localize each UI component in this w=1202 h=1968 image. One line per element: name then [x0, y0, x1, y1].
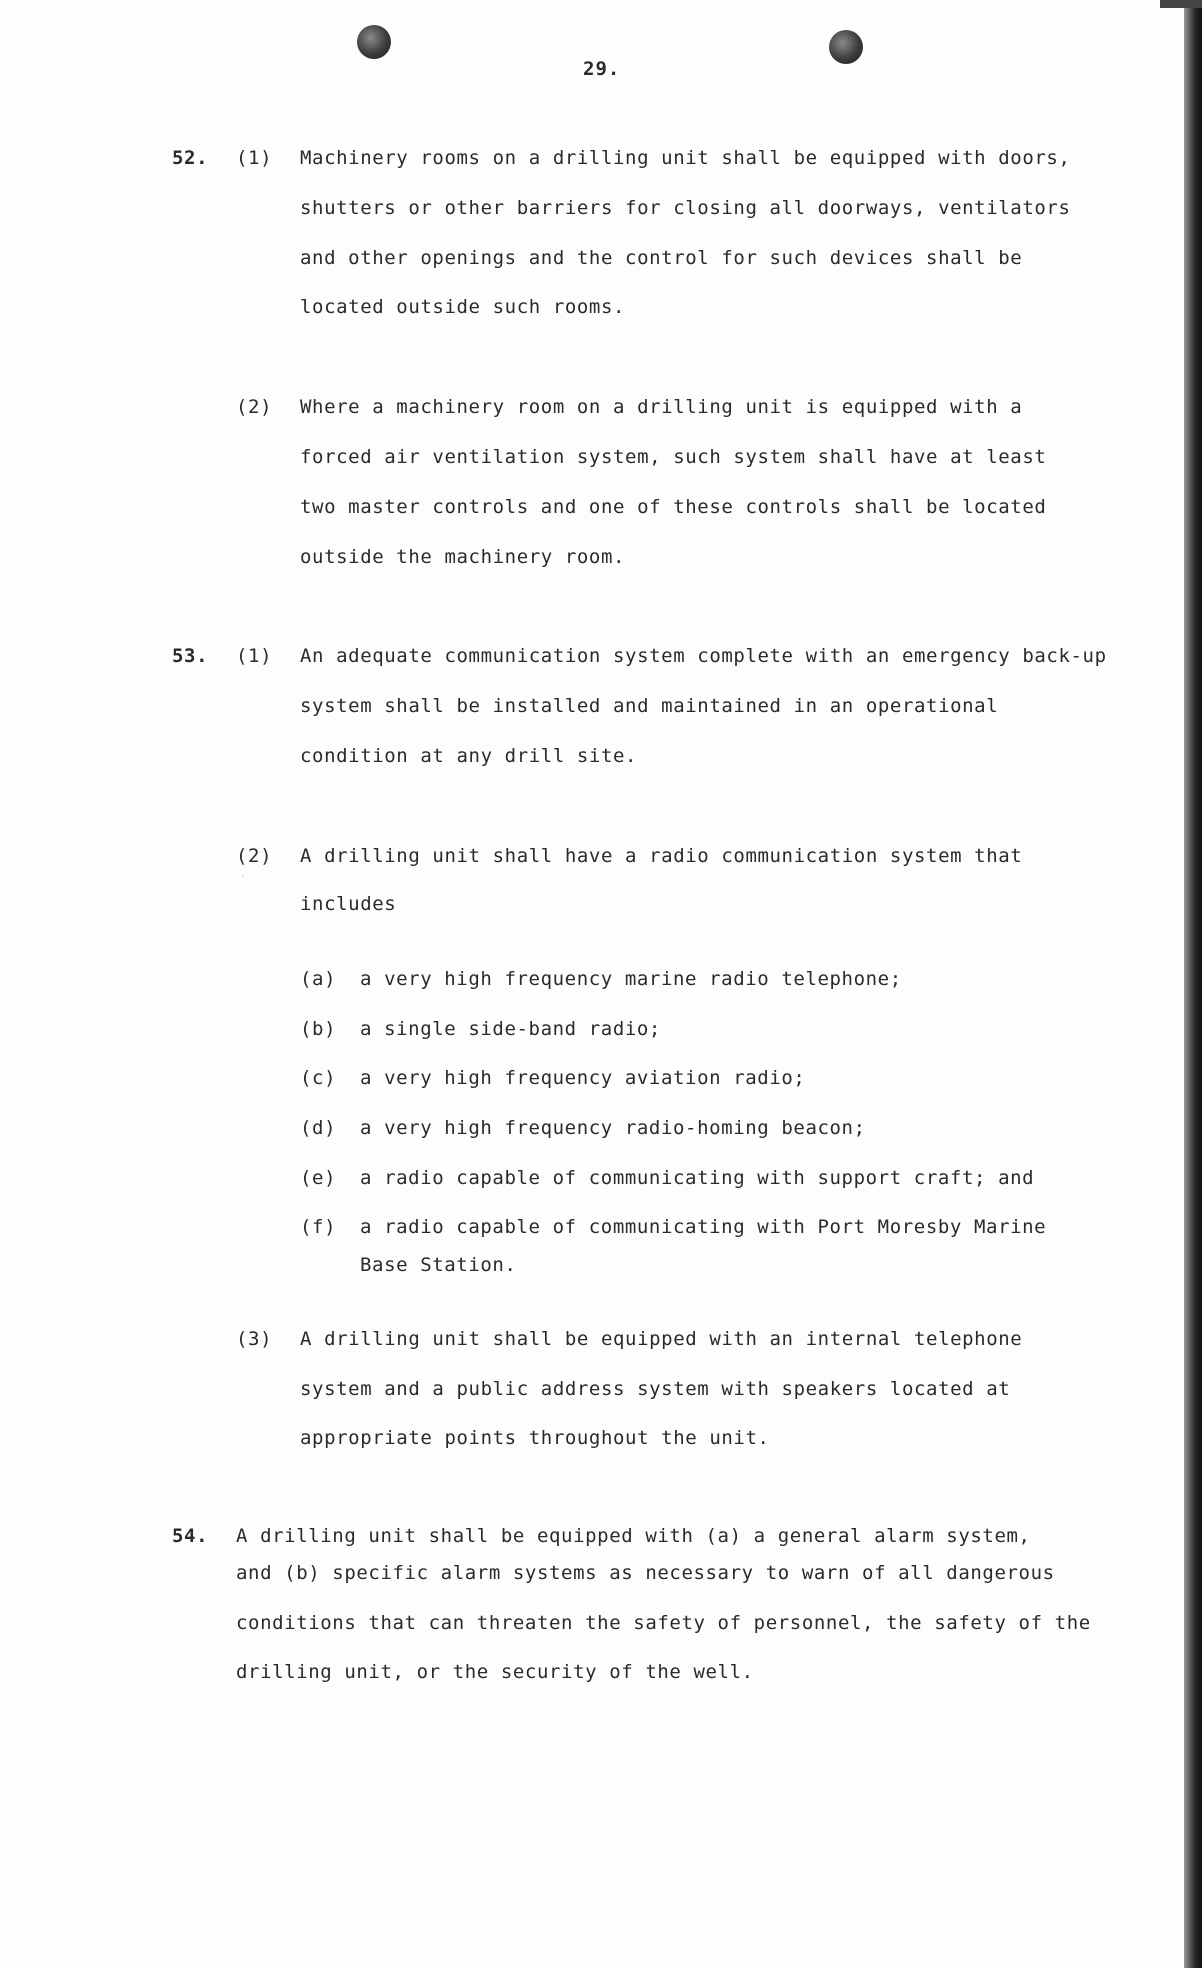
- section-52-1-line-2: shutters or other barriers for closing all doorways, ventilators: [300, 197, 1071, 219]
- section-53-3-line-2: system and a public address system with speakers located at: [300, 1378, 1011, 1400]
- section-53-2-line-1: A drilling unit shall have a radio communication system that: [300, 845, 1023, 867]
- item-e-label: (e): [300, 1167, 337, 1189]
- section-53-2-label: (2): [236, 845, 273, 867]
- item-d-label: (d): [300, 1117, 337, 1139]
- section-52-1-line-3: and other openings and the control for such devices shall be: [300, 247, 1023, 269]
- section-53-1-label: (1): [236, 645, 273, 667]
- section-53-1-line-2: system shall be installed and maintained in an operational: [300, 695, 999, 717]
- item-f-label: (f): [300, 1216, 337, 1238]
- item-a-text: a very high frequency marine radio telephone;: [360, 968, 902, 990]
- stray-mark: ′: [240, 874, 247, 885]
- item-c-text: a very high frequency aviation radio;: [360, 1067, 806, 1089]
- section-52-2-line-3: two master controls and one of these controls shall be located: [300, 496, 1047, 518]
- item-f-text-line-1: a radio capable of communicating with Port Moresby Marine: [360, 1216, 1047, 1238]
- section-52-1-label: (1): [236, 147, 273, 169]
- item-b-text: a single side-band radio;: [360, 1018, 661, 1040]
- section-53-1-line-3: condition at any drill site.: [300, 745, 638, 767]
- punch-hole-left: [357, 25, 391, 59]
- section-54-line-2: and (b) specific alarm systems as necessary to warn of all dangerous: [236, 1562, 1055, 1584]
- item-e-text: a radio capable of communicating with support craft; and: [360, 1167, 1035, 1189]
- section-53-2-line-2: includes: [300, 893, 397, 915]
- section-52-1-line-4: located outside such rooms.: [300, 296, 626, 318]
- section-52-1-line-1: Machinery rooms on a drilling unit shall be equipped with doors,: [300, 147, 1071, 169]
- item-c-label: (c): [300, 1067, 337, 1089]
- section-54-line-4: drilling unit, or the security of the well.: [236, 1661, 754, 1683]
- section-53-3-line-3: appropriate points throughout the unit.: [300, 1427, 770, 1449]
- item-f-text-line-2: Base Station.: [360, 1254, 517, 1276]
- section-53-number: 53.: [172, 645, 209, 667]
- section-54-line-3: conditions that can threaten the safety of personnel, the safety of the: [236, 1612, 1091, 1634]
- page-number: 29.: [583, 58, 621, 80]
- page-edge-shadow: [1184, 0, 1202, 1968]
- section-53-3-label: (3): [236, 1328, 273, 1350]
- section-53-1-line-1: An adequate communication system complete with an emergency back-up: [300, 645, 1107, 667]
- item-b-label: (b): [300, 1018, 337, 1040]
- section-52-2-line-1: Where a machinery room on a drilling unit is equipped with a: [300, 396, 1023, 418]
- section-53-3-line-1: A drilling unit shall be equipped with an internal telephone: [300, 1328, 1023, 1350]
- item-a-label: (a): [300, 968, 337, 990]
- punch-hole-right: [829, 30, 863, 64]
- section-52-2-label: (2): [236, 396, 273, 418]
- section-52-number: 52.: [172, 147, 209, 169]
- page-edge-corner: [1160, 0, 1202, 8]
- section-52-2-line-2: forced air ventilation system, such system shall have at least: [300, 446, 1047, 468]
- section-52-2-line-4: outside the machinery room.: [300, 546, 626, 568]
- section-54-number: 54.: [172, 1525, 209, 1547]
- item-d-text: a very high frequency radio-homing beacon;: [360, 1117, 866, 1139]
- section-54-line-1: A drilling unit shall be equipped with (a) a general alarm system,: [236, 1525, 1031, 1547]
